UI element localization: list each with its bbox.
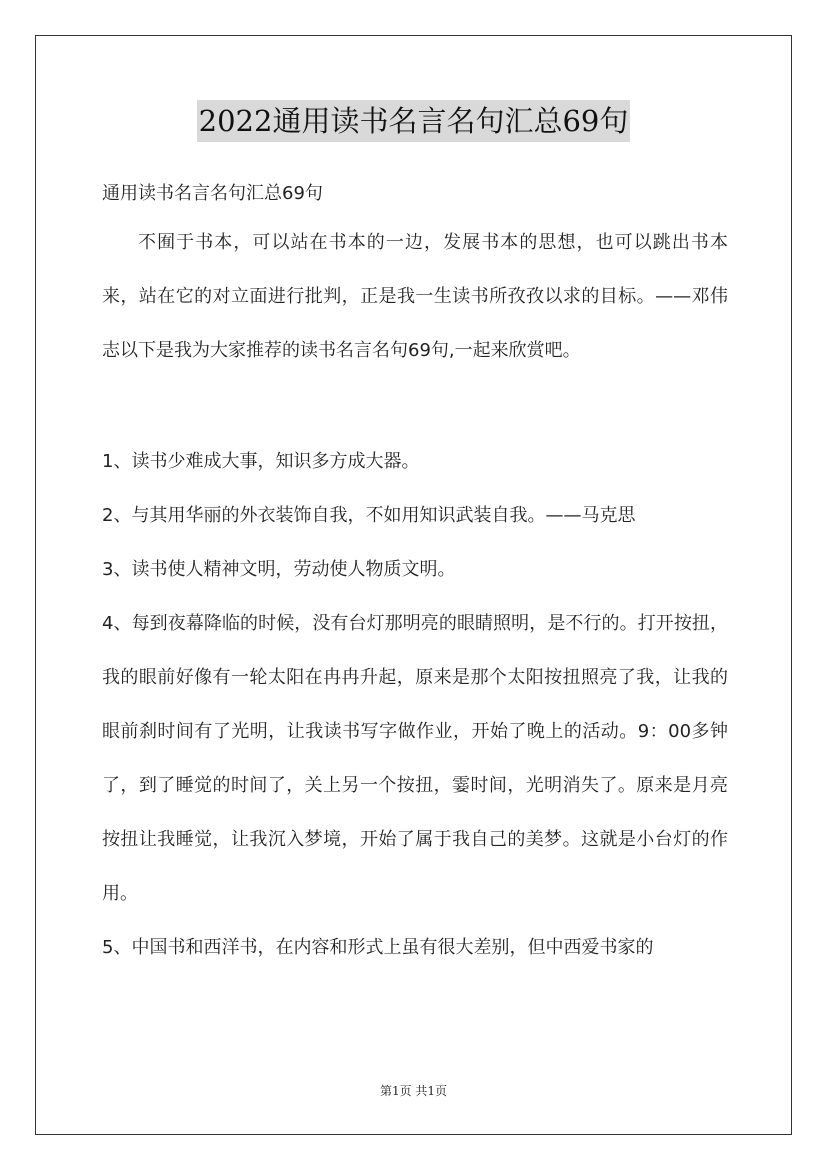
quote-item-5: 5、中国书和西洋书，在内容和形式上虽有很大差别，但中西爱书家的	[102, 937, 654, 958]
page-footer: 第1页 共1页	[379, 1084, 448, 1098]
quote-item-3: 3、读书使人精神文明，劳动使人物质文明。	[102, 559, 456, 580]
quote-item-1: 1、读书少难成大事，知识多方成大器。	[102, 451, 420, 472]
document-subtitle: 通用读书名言名句汇总69句	[102, 183, 323, 204]
document-title: 2022通用读书名言名句汇总69句	[197, 100, 631, 142]
intro-paragraph: 不囿于书本，可以站在书本的一边，发展书本的思想，也可以跳出书本来，站在它的对立面进行批判，正是我一生读书所孜孜以求的目标。——邓伟志以下是我为大家推荐的读书名言名句69句,一起来欣赏吧。	[102, 232, 728, 361]
quote-item-2: 2、与其用华丽的外衣装饰自我，不如用知识武装自我。——马克思	[102, 505, 636, 526]
quote-item-4: 4、每到夜幕降临的时候，没有台灯那明亮的眼睛照明，是不行的。打开按扭，我的眼前好像有一轮太阳在冉冉升起，原来是那个太阳按扭照亮了我，让我的眼前刹时间有了光明，让我读书写字做作业，开始了晚上的活动。9：00多钟了，到了睡觉的时间了，关上另一个按扭，霎时间，光明消失了。原来是月亮按扭让我睡觉，让我沉入梦境，开始了属于我自己的美梦。这就是小台灯的作用。	[102, 613, 728, 904]
paragraph-gap	[102, 378, 728, 435]
document-body	[102, 172, 728, 975]
title-container	[0, 100, 827, 142]
